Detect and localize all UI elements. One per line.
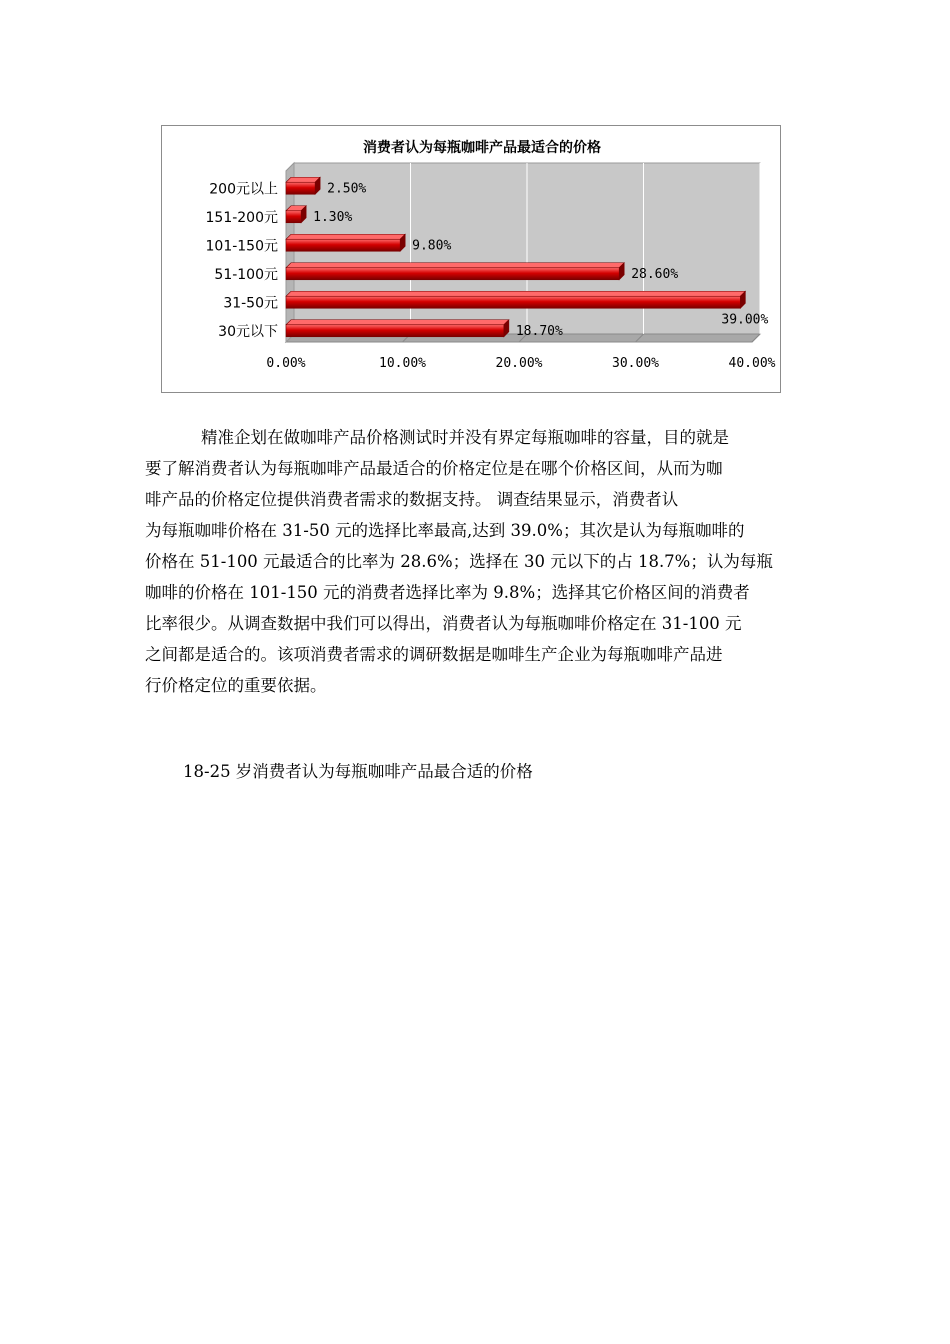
bar-top-face bbox=[286, 263, 624, 268]
paragraph-line: 咖啡的价格在 101-150 元的消费者选择比率为 9.8%；选择其它价格区间的消费者 bbox=[145, 583, 750, 602]
x-tick-label: 40.00% bbox=[728, 356, 776, 371]
bar-chart bbox=[161, 125, 781, 393]
bar-top-face bbox=[286, 320, 509, 325]
bar bbox=[286, 268, 619, 280]
chart-title: 消费者认为每瓶咖啡产品最适合的价格 bbox=[363, 140, 601, 156]
data-label: 2.50% bbox=[327, 181, 367, 197]
y-category-label: 101-150元 bbox=[205, 238, 278, 255]
paragraph-line: 比率很少。从调查数据中我们可以得出，消费者认为每瓶咖啡价格定在 31-100 元 bbox=[145, 614, 742, 633]
y-category-label: 51-100元 bbox=[214, 266, 278, 283]
paragraph-line: 要了解消费者认为每瓶咖啡产品最适合的价格定位是在哪个价格区间，从而为咖 bbox=[145, 459, 723, 478]
bar-top-face bbox=[286, 291, 745, 296]
data-label: 18.70% bbox=[515, 323, 563, 339]
data-label: 28.60% bbox=[631, 266, 679, 282]
y-category-label: 30元以下 bbox=[218, 323, 278, 340]
bar bbox=[286, 182, 315, 194]
data-label: 39.00% bbox=[721, 312, 769, 328]
body-paragraph bbox=[145, 422, 810, 701]
chart-canvas bbox=[162, 126, 782, 394]
x-tick-label: 0.00% bbox=[266, 356, 306, 371]
y-category-label: 31-50元 bbox=[223, 295, 278, 312]
data-label: 9.80% bbox=[412, 238, 452, 254]
bar-top-face bbox=[286, 177, 320, 182]
paragraph-line: 行价格定位的重要依据。 bbox=[145, 676, 327, 695]
paragraph-line: 啡产品的价格定位提供消费者需求的数据支持。 调查结果显示，消费者认 bbox=[145, 490, 679, 509]
x-tick-label: 30.00% bbox=[612, 356, 659, 371]
paragraph-line: 精准企划在做咖啡产品价格测试时并没有界定每瓶咖啡的容量，目的就是 bbox=[201, 428, 729, 447]
paragraph-line: 价格在 51-100 元最适合的比率为 28.6%；选择在 30 元以下的占 18.7%；认为每瓶 bbox=[145, 552, 773, 571]
bar bbox=[286, 211, 301, 223]
data-label: 1.30% bbox=[313, 209, 353, 225]
paragraph-line: 为每瓶咖啡价格在 31-50 元的选择比率最高,达到 39.0%；其次是认为每瓶咖啡的 bbox=[145, 521, 745, 540]
section-caption: 18-25 岁消费者认为每瓶咖啡产品最合适的价格 bbox=[183, 762, 533, 781]
bar bbox=[286, 325, 504, 337]
bar bbox=[286, 296, 740, 308]
paragraph-line: 之间都是适合的。该项消费者需求的调研数据是咖啡生产企业为每瓶咖啡产品进 bbox=[145, 645, 723, 664]
x-tick-label: 10.00% bbox=[379, 356, 426, 371]
x-tick-label: 20.00% bbox=[495, 356, 543, 371]
bar bbox=[286, 239, 400, 251]
y-category-label: 200元以上 bbox=[209, 181, 278, 198]
y-category-label: 151-200元 bbox=[205, 209, 278, 226]
bar-top-face bbox=[286, 234, 405, 239]
